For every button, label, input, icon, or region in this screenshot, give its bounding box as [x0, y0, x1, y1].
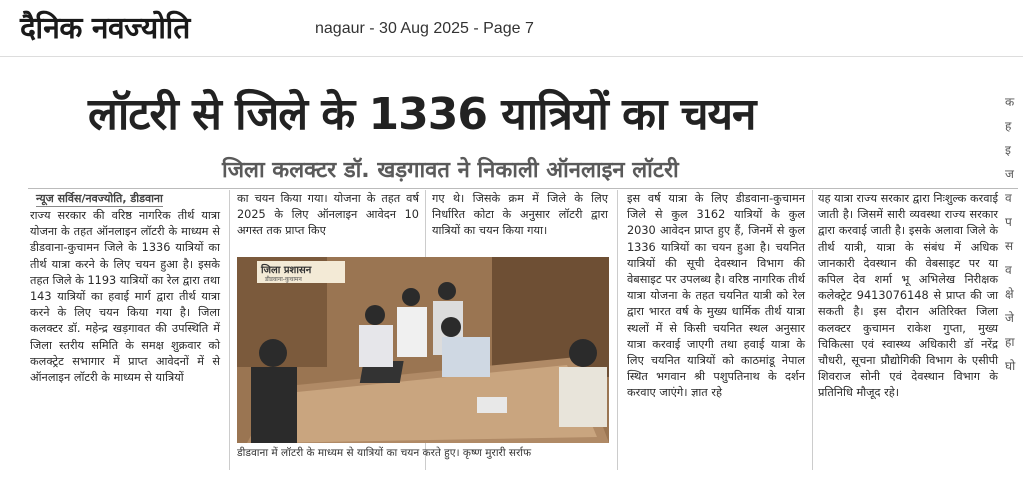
edge-text: घो [1005, 359, 1016, 373]
edge-text: क [1005, 95, 1015, 109]
article-headline: लॉटरी से जिले के 1336 यात्रियों का चयन [88, 89, 756, 140]
column-divider [229, 190, 230, 470]
article-column-1: राज्य सरकार की वरिष्ठ नागरिक तीर्थ यात्रा योजना के तहत ऑनलाइन लॉटरी के माध्यम से डीडवाना-कुचामन जिले के 1336 यात्रियों का तीर्थ यात्रा करने के लिए चयन हुआ है। इसके तहत जिले के 1193 यात्रियों का रेल द्वारा तथा 143 यात्रियों का हवाई मार्ग द्वारा तीर्थ यात्रा करने के लिए चयन किया गया है। जिला कलक्टर डॉ. महेन्द्र खड़गावत की उपस्थिति में जिला स्तरीय समिति के समक्ष शुक्रवार को कलक्ट्रेट सभागार में प्राप्त आवेदनों में से ऑनलाइन लॉटरी के माध्यम से यात्रियों [30, 209, 220, 385]
edge-text: जे [1005, 311, 1014, 325]
article-subheadline: जिला कलक्टर डॉ. खड़गावत ने निकाली ऑनलाइन लॉटरी [222, 158, 679, 183]
edge-text: हा [1005, 335, 1015, 349]
top-divider [0, 56, 1023, 57]
article-column-3: गए थे। जिसके क्रम में जिले के लिए निर्धारित कोटा के अनुसार लॉटरी द्वारा यात्रियों का चयन किया गया। [432, 192, 608, 238]
edge-text: क्षे [1005, 287, 1014, 301]
edge-text: इ [1005, 143, 1011, 157]
edge-text: ज [1005, 167, 1014, 181]
newspaper-masthead: दैनिक नवज्योति [20, 11, 190, 46]
edge-text: ह [1005, 119, 1012, 133]
edition-info: nagaur - 30 Aug 2025 - Page 7 [315, 20, 534, 37]
edge-text: व [1005, 191, 1012, 205]
edge-text: स [1005, 239, 1014, 253]
meeting-photo-illustration [237, 257, 609, 443]
column-divider [812, 190, 813, 470]
article-column-4: इस वर्ष यात्रा के लिए डीडवाना-कुचामन जिले से कुल 3162 यात्रियों के कुल 2030 आवेदन प्राप्त हुए हैं, जिनमें से कुल 1336 यात्रियों का चयन हुआ है। चयनित यात्रियों की सूची देवस्थान विभाग की वेबसाइट पर उपलब्ध है। वरिष्ठ नागरिक तीर्थ यात्रा योजना के तहत चयनित यात्री को रेल द्वारा भारत वर्ष के मुख्य धार्मिक तीर्थ यात्रा स्थलों में से किसी चयनित स्थल अनुसार यात्रा करवाई जाएगी तथा हवाई यात्रा के लिए चयनित यात्रियों को काठमांडू नेपाल स्थित भगवान श्री पशुपतिनाथ के दर्शन करवाए जाएंगे। ज्ञात रहे [627, 192, 805, 400]
adjacent-article-fragment [1005, 90, 1023, 470]
subhead-divider [28, 188, 1018, 189]
edge-text: प [1005, 215, 1012, 229]
column-divider [617, 190, 618, 470]
article-column-5: यह यात्रा राज्य सरकार द्वारा निःशुल्क करवाई जाती है। जिसमें सारी व्यवस्था राज्य सरकार द्वारा करवाई जाती है। इसके अलावा जिले के तीर्थ यात्री, यात्रा के संबंध में अधिक जानकारी देवस्थान की वेबसाइट पर या कपिल देव शर्मा भू अभिलेख निरीक्षक कलेक्ट्रेट 9413076148 से प्राप्त की जा सकती है। इस दौरान अतिरिक्त जिला कलक्टर कुचामन राकेश गुप्ता, मुख्य चिकित्सा एवं स्वास्थ्य अधिकारी डॉ नरेंद्र चौधरी, सूचना प्रौद्योगिकी विभाग के एसीपी शिवराज सोनी एवं देवस्थान विभाग के प्रतिनिधि मौजूद रहे। [818, 192, 998, 400]
news-photo [237, 257, 609, 443]
photo-wall-sign-sub: डीडवाना-कुचामन [265, 276, 302, 283]
article-column-2: का चयन किया गया। योजना के तहत वर्ष 2025 के लिए ऑनलाइन आवेदन 10 अगस्त तक प्राप्त किए [237, 192, 419, 238]
edge-text: व [1005, 263, 1012, 277]
photo-caption: डीडवाना में लॉटरी के माध्यम से यात्रियों का चयन करते हुए। कृष्ण मुरारी सर्राफ [237, 447, 532, 459]
photo-wall-sign: जिला प्रशासन [261, 265, 312, 276]
article-byline: न्यूज सर्विस/नवज्योति, डीडवाना [36, 192, 163, 205]
